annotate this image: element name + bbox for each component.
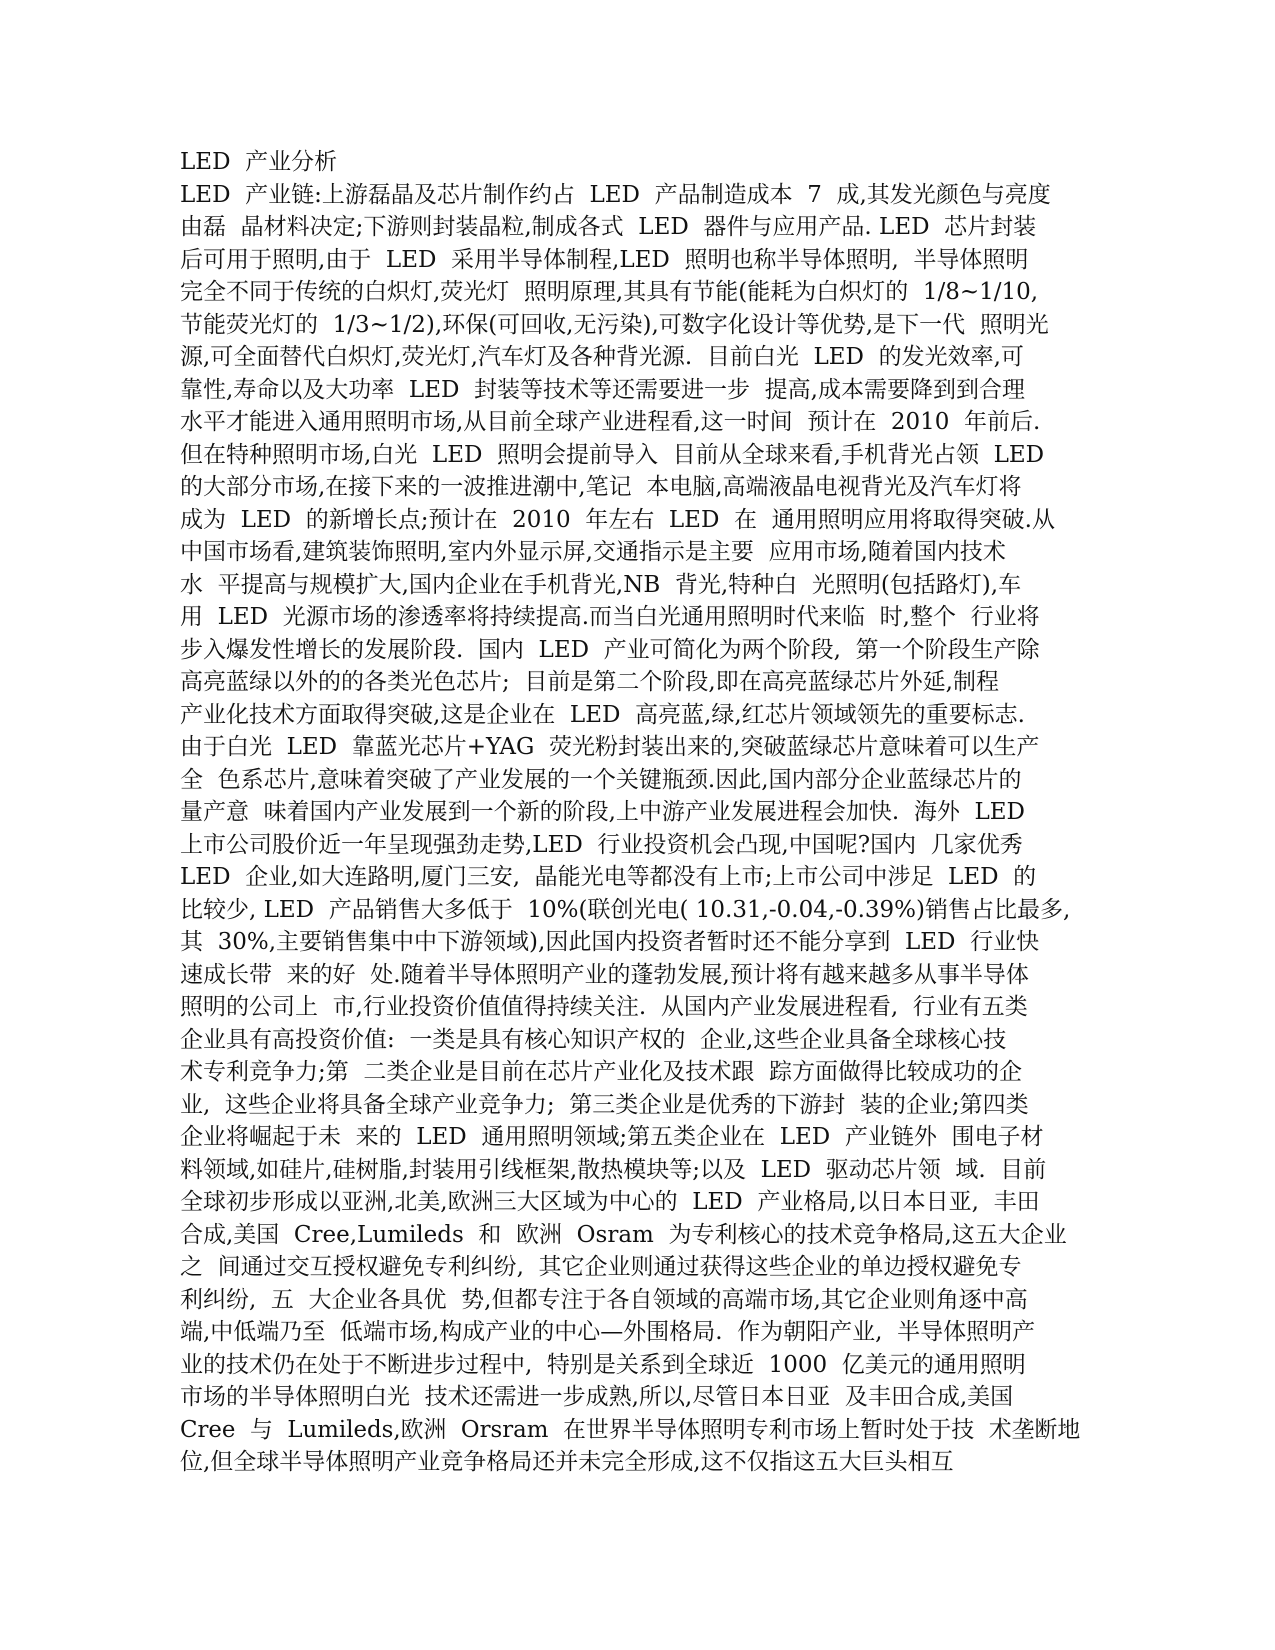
document-body <box>180 146 1080 1479</box>
text-line: 位,但全球半导体照明产业竞争格局还并未完全形成,这不仅指这五大巨头相互 <box>180 1449 954 1475</box>
text-line: 由磊 晶材料决定;下游则封装晶粒,制成各式 LED 器件与应用产品. LED 芯片封装 <box>180 214 1037 240</box>
text-line: 全球初步形成以亚洲,北美,欧洲三大区域为中心的 LED 产业格局,以日本日亚, 丰田 <box>180 1189 1040 1215</box>
text-line: 的大部分市场,在接下来的一波推进潮中,笔记 本电脑,高端液晶电视背光及汽车灯将 <box>180 474 1022 500</box>
text-line: 量产意 味着国内产业发展到一个新的阶段,上中游产业发展进程会加快. 海外 LED <box>180 799 1025 825</box>
text-line: 速成长带 来的好 处.随着半导体照明产业的蓬勃发展,预计将有越来越多从事半导体 <box>180 961 1029 988</box>
text-line: 利纠纷, 五 大企业各具优 势,但都专注于各自领域的高端市场,其它企业则角逐中高 <box>180 1286 1028 1313</box>
text-line: 企业将崛起于未 来的 LED 通用照明领域;第五类企业在 LED 产业链外 围电子材 <box>180 1124 1044 1150</box>
document-title: LED 产业分析 <box>180 149 338 175</box>
text-line: 术专利竞争力;第 二类企业是目前在芯片产业化及技术跟 踪方面做得比较成功的企 <box>180 1059 1022 1085</box>
text-line: 合成,美国 Cree,Lumileds 和 欧洲 Osram 为专利核心的技术竞争格局,这五大企业 <box>180 1221 1067 1248</box>
text-line: 比较少, LED 产品销售大多低于 10%(联创光电( 10.31,-0.04,-0.39%)销售占比最多, <box>180 896 1071 923</box>
text-line: 水 平提高与规模扩大,国内企业在手机背光,NB 背光,特种白 光照明(包括路灯),车 <box>180 571 1022 598</box>
text-line: 产业化技术方面取得突破,这是企业在 LED 高亮蓝,绿,红芯片领域领先的重要标志. <box>180 701 1025 728</box>
text-line: 端,中低端乃至 低端市场,构成产业的中心—外围格局. 作为朝阳产业, 半导体照明产 <box>180 1319 1036 1345</box>
text-line: 料领域,如硅片,硅树脂,封装用引线框架,散热模块等;以及 LED 驱动芯片领 域. 目前 <box>180 1156 1047 1183</box>
text-line: 照明的公司上 市,行业投资价值值得持续关注. 从国内产业发展进程看, 行业有五类 <box>180 994 1028 1020</box>
text-line: LED 企业,如大连路明,厦门三安, 晶能光电等都没有上市;上市公司中涉足 LED 的 <box>180 864 1037 890</box>
text-line: 中国市场看,建筑装饰照明,室内外显示屏,交通指示是主要 应用市场,随着国内技术 <box>180 539 1006 565</box>
text-line: 步入爆发性增长的发展阶段. 国内 LED 产业可简化为两个阶段, 第一个阶段生产除 <box>180 636 1040 663</box>
text-line: 用 LED 光源市场的渗透率将持续提高.而当白光通用照明时代来临 时,整个 行业将 <box>180 604 1040 630</box>
text-line: 市场的半导体照明白光 技术还需进一步成熟,所以,尽管日本日亚 及丰田合成,美国 <box>180 1384 1014 1410</box>
text-line: 全 色系芯片,意味着突破了产业发展的一个关键瓶颈.因此,国内部分企业蓝绿芯片的 <box>180 766 1022 793</box>
text-line: Cree 与 Lumileds,欧洲 Orsram 在世界半导体照明专利市场上暂时处于技 术垄断地 <box>180 1416 1081 1443</box>
text-line: 业, 这些企业将具备全球产业竞争力; 第三类企业是优秀的下游封 装的企业;第四类 <box>180 1091 1029 1118</box>
text-line: 其 30%,主要销售集中中下游领域),因此国内投资者暂时还不能分享到 LED 行业快 <box>180 929 1040 955</box>
text-line: 靠性,寿命以及大功率 LED 封装等技术等还需要进一步 提高,成本需要降到到合理 <box>180 376 1025 403</box>
text-line: 节能荧光灯的 1/3~1/2),环保(可回收,无污染),可数字化设计等优势,是下一代 照明光 <box>180 311 1049 338</box>
text-line: 源,可全面替代白炽灯,荧光灯,汽车灯及各种背光源. 目前白光 LED 的发光效率,可 <box>180 344 1024 370</box>
text-line: 高亮蓝绿以外的的各类光色芯片; 目前是第二个阶段,即在高亮蓝绿芯片外延,制程 <box>180 669 999 695</box>
text-line: 上市公司股价近一年呈现强劲走势,LED 行业投资机会凸现,中国呢?国内 几家优秀 <box>180 831 1023 858</box>
text-line: 但在特种照明市场,白光 LED 照明会提前导入 目前从全球来看,手机背光占领 LED <box>180 441 1045 468</box>
text-line: LED 产业链:上游磊晶及芯片制作约占 LED 产品制造成本 7 成,其发光颜色与亮度 <box>180 181 1051 208</box>
text-line: 之 间通过交互授权避免专利纠纷, 其它企业则通过获得这些企业的单边授权避免专 <box>180 1254 1022 1280</box>
text-line: 业的技术仍在处于不断进步过程中, 特别是关系到全球近 1000 亿美元的通用照明 <box>180 1351 1026 1378</box>
text-line: 水平才能进入通用照明市场,从目前全球产业进程看,这一时间 预计在 2010 年前后. <box>180 409 1041 435</box>
text-line: 企业具有高投资价值: 一类是具有核心知识产权的 企业,这些企业具备全球核心技 <box>180 1026 1007 1053</box>
text-line: 由于白光 LED 靠蓝光芯片+YAG 荧光粉封装出来的,突破蓝绿芯片意味着可以生产 <box>180 734 1040 760</box>
text-line: 完全不同于传统的白炽灯,荧光灯 照明原理,其具有节能(能耗为白炽灯的 1/8~1/10, <box>180 279 1039 305</box>
text-line: 成为 LED 的新增长点;预计在 2010 年左右 LED 在 通用照明应用将取得突破.从 <box>180 506 1055 533</box>
text-line: 后可用于照明,由于 LED 采用半导体制程,LED 照明也称半导体照明, 半导体照明 <box>180 246 1029 273</box>
